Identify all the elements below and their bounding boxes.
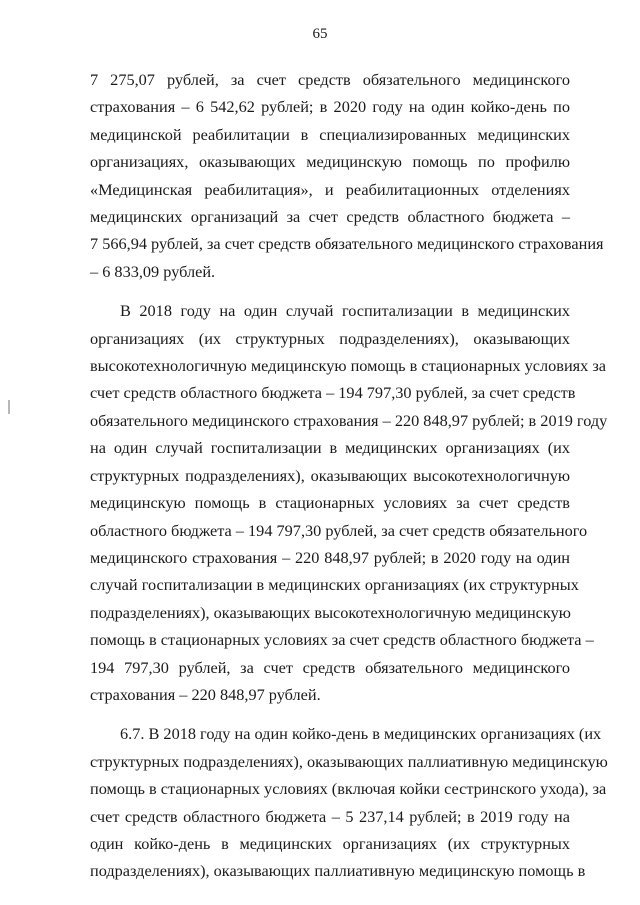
text-line: 7 566,94 рублей, за счет средств обязательного медицинского страхования — [90, 234, 604, 254]
text-line: – 6 833,09 рублей. — [90, 261, 216, 281]
paragraph-gap — [90, 708, 570, 720]
text-line: высокотехнологичную медицинскую помощь в стационарных условиях за — [90, 356, 607, 376]
text-line: случай госпитализации в медицинских организациях (их структурных — [90, 575, 579, 595]
text-line: обязательного медицинского страхования – 220 848,97 рублей; в 2019 году — [90, 410, 608, 430]
text-line: подразделениях), оказывающих высокотехнологичную медицинскую — [90, 602, 571, 622]
text-line: 6.7. В 2018 году на один койко-день в медицинских организациях (их — [120, 724, 602, 744]
text-line: медицинского страхования – 220 848,97 рублей; в 2020 году на один — [90, 547, 570, 567]
paragraph — [90, 297, 608, 708]
text-line: один койко-день в медицинских организациях (их структурных — [90, 833, 570, 853]
page-number: 65 — [312, 26, 328, 42]
text-line: помощь в стационарных условиях (включая койки сестринского ухода), за — [90, 779, 607, 799]
text-line: страхования – 6 542,62 рублей; в 2020 году на один койко-день по — [90, 97, 570, 117]
paragraph — [90, 66, 604, 285]
text-line: В 2018 году на один случай госпитализации в медицинских — [120, 301, 570, 321]
text-line: 7 275,07 рублей, за счет средств обязательного медицинского — [90, 70, 570, 89]
text-line: структурных подразделениях), оказывающих высокотехнологичную — [90, 465, 570, 485]
text-line: медицинскую помощь в стационарных условиях за счет средств — [90, 493, 570, 513]
text-line: структурных подразделениях), оказывающих паллиативную медицинскую — [90, 751, 608, 771]
text-line: страхования – 220 848,97 рублей. — [90, 684, 321, 704]
text-line: медицинской реабилитации в специализированных медицинских — [90, 124, 570, 144]
text-line: помощь в стационарных условиях за счет средств областного бюджета – — [90, 630, 594, 650]
text-line: организациях (их структурных подразделениях), оказывающих — [90, 328, 570, 348]
text-line: счет средств областного бюджета – 5 237,14 рублей; в 2019 году на — [90, 806, 570, 826]
text-line: 194 797,30 рублей, за счет средств обязательного медицинского — [90, 657, 570, 677]
text-line: «Медицинская реабилитация», и реабилитационных отделениях — [90, 179, 570, 199]
scan-artifact-mark — [8, 400, 10, 414]
text-line: областного бюджета – 194 797,30 рублей, за счет средств обязательного — [90, 520, 588, 540]
text-line: медицинских организаций за счет средств областного бюджета – — [90, 207, 570, 227]
paragraph — [90, 720, 608, 884]
text-line: счет средств областного бюджета – 194 797,30 рублей, за счет средств — [90, 383, 576, 403]
document-body — [90, 66, 608, 885]
text-line: на один случай госпитализации в медицинских организациях (их — [90, 438, 570, 458]
text-line: подразделениях), оказывающих паллиативную медицинскую помощь в — [90, 861, 586, 881]
text-line: организациях, оказывающих медицинскую помощь по профилю — [90, 152, 570, 172]
paragraph-gap — [90, 285, 570, 297]
